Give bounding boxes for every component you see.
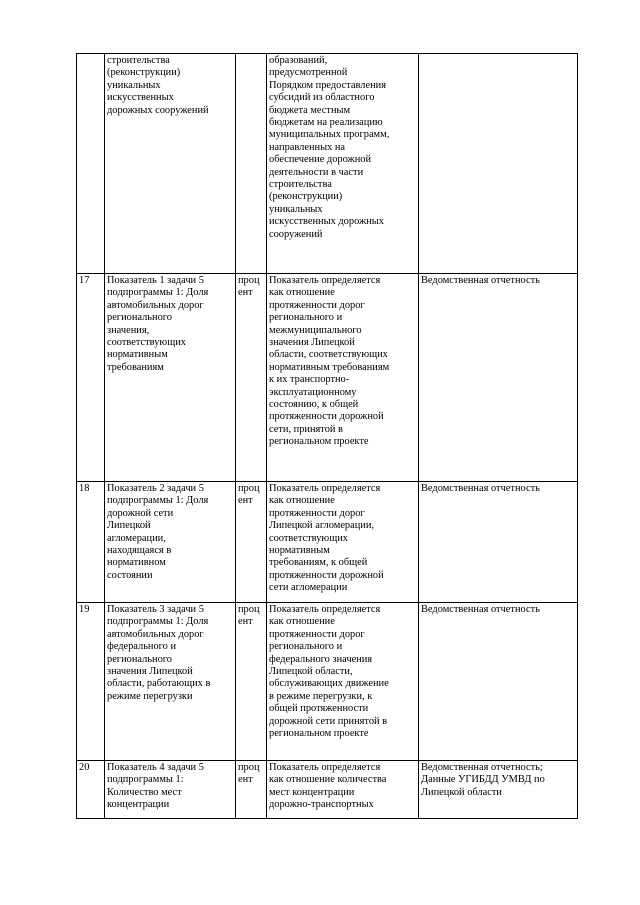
row-number-cell: 20	[77, 761, 105, 819]
calculation-method-cell: Показатель определяется как отношение количества мест концентрации дорожно-транспортных	[267, 761, 419, 819]
table-row	[77, 482, 578, 603]
indicator-name-cell: Показатель 1 задачи 5 подпрограммы 1: Доля автомобильных дорог регионального значения, соответствующих нормативным требованиям	[105, 274, 236, 482]
calculation-method-cell: Показатель определяется как отношение протяженности дорог регионального и межмуниципального значения Липецкой области, соответствующих нормативным требованиям к их транспортно- эксплуатационному состоянию, к общей протяженности дорожной сети, принятой в региональном проекте	[267, 274, 419, 482]
row-number-cell: 18	[77, 482, 105, 603]
data-source-cell	[419, 54, 578, 274]
unit-cell	[236, 54, 267, 274]
row-number-cell: 17	[77, 274, 105, 482]
unit-cell: проц ент	[236, 274, 267, 482]
data-source-cell: Ведомственная отчетность	[419, 482, 578, 603]
table-row	[77, 54, 578, 274]
calculation-method-cell: Показатель определяется как отношение протяженности дорог регионального и федерального значения Липецкой области, обслуживающих движение в режиме перегрузки, к общей протяженности дорожной сети принятой в региональном проекте	[267, 603, 419, 761]
unit-cell: проц ент	[236, 603, 267, 761]
data-source-cell: Ведомственная отчетность	[419, 274, 578, 482]
unit-cell: проц ент	[236, 482, 267, 603]
row-number-cell	[77, 54, 105, 274]
table-row	[77, 761, 578, 819]
indicator-name-cell: строительства (реконструкции) уникальных искусственных дорожных сооружений	[105, 54, 236, 274]
row-number-cell: 19	[77, 603, 105, 761]
calculation-method-cell: образований, предусмотренной Порядком предоставления субсидий из областного бюджета местным бюджетам на реализацию муниципальных программ, направленных на обеспечение дорожной деятельности в части строительства (реконструкции) уникальных искусственных дорожных сооружений	[267, 54, 419, 274]
calculation-method-cell: Показатель определяется как отношение протяженности дорог Липецкой агломерации, соответствующих нормативным требованиям, к общей протяженности дорожной сети агломерации	[267, 482, 419, 603]
indicator-name-cell: Показатель 4 задачи 5 подпрограммы 1: Количество мест концентрации	[105, 761, 236, 819]
indicator-name-cell: Показатель 3 задачи 5 подпрограммы 1: Доля автомобильных дорог федерального и регионального значения Липецкой области, работающих в режиме перегрузки	[105, 603, 236, 761]
indicator-name-cell: Показатель 2 задачи 5 подпрограммы 1: Доля дорожной сети Липецкой агломерации, находящаяся в нормативном состоянии	[105, 482, 236, 603]
data-source-cell: Ведомственная отчетность; Данные УГИБДД УМВД по Липецкой области	[419, 761, 578, 819]
data-source-cell: Ведомственная отчетность	[419, 603, 578, 761]
table-row	[77, 274, 578, 482]
indicators-table	[76, 53, 578, 819]
table-row	[77, 603, 578, 761]
unit-cell: проц ент	[236, 761, 267, 819]
